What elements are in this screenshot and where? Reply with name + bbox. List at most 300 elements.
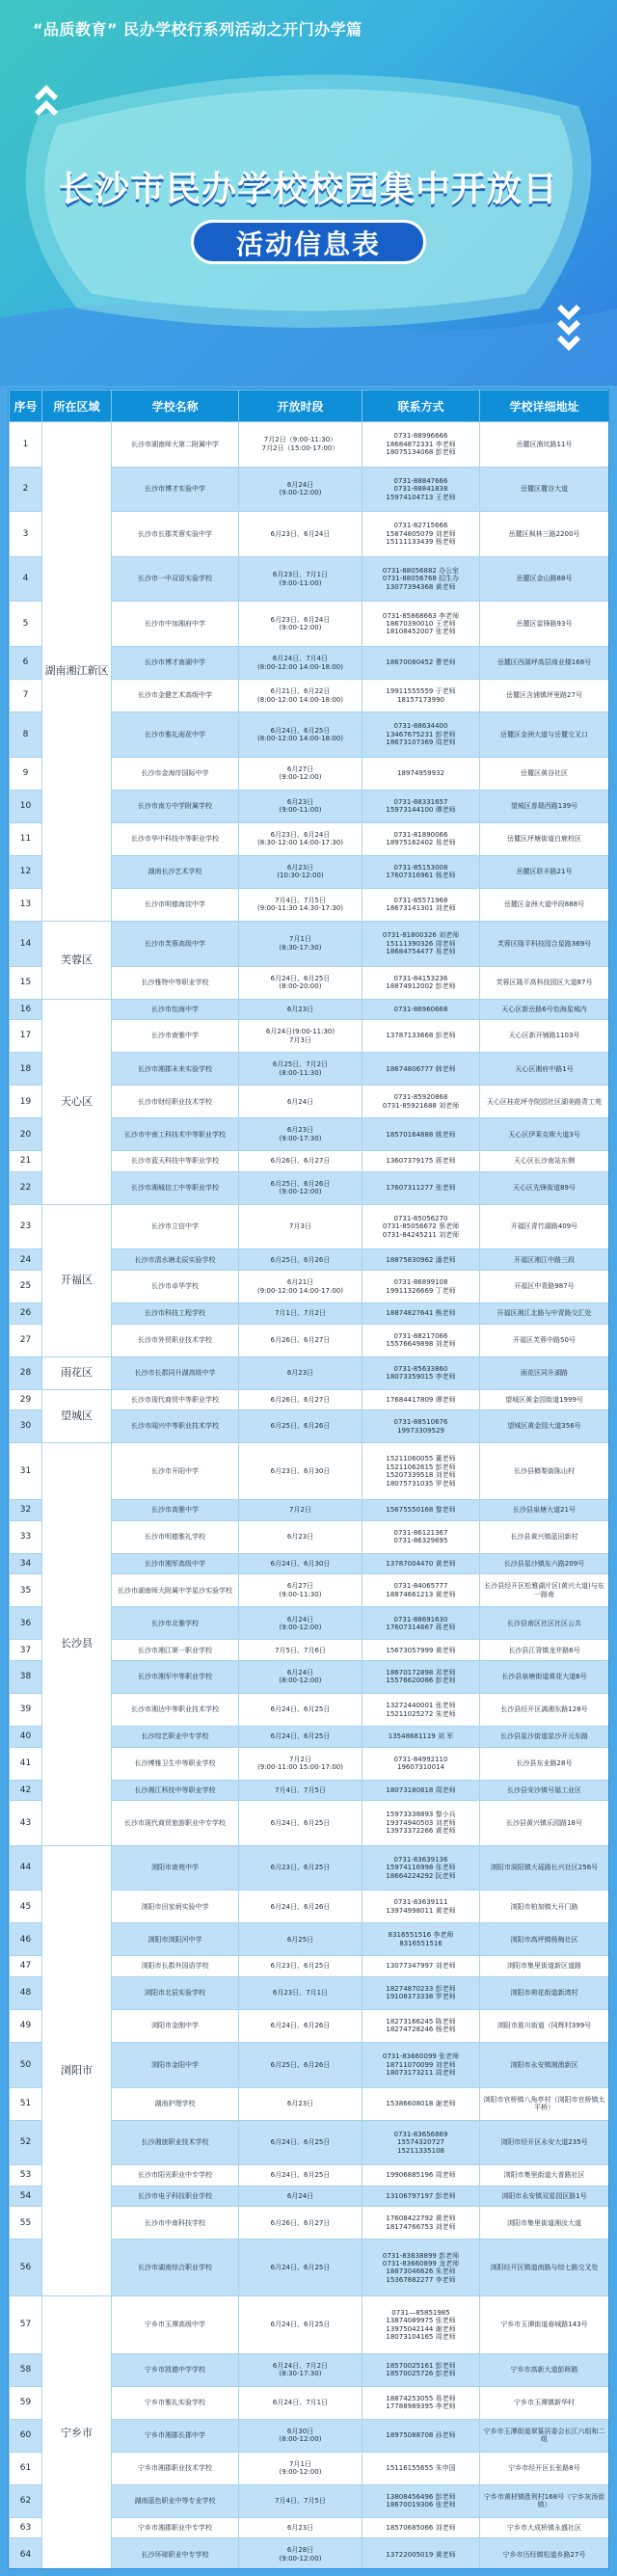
row-index: 62 — [10, 2484, 42, 2517]
row-school-name: 宁乡市雅礼实验学校 — [112, 2386, 239, 2419]
row-contact: 0731-88217066 15576649898 刘老师 — [362, 1324, 480, 1356]
row-school-name: 浏阳市长郡外国语学校 — [112, 1956, 239, 1977]
row-index: 27 — [10, 1324, 42, 1356]
row-school-name: 长沙市中南科技学校 — [112, 2207, 239, 2240]
row-school-name: 长沙市南方中学附属学校 — [112, 790, 239, 822]
row-open-time: 7月1日、7月2日 — [239, 1303, 362, 1325]
row-contact: 0731-88847666 0731-88841838 15974104713 王老师 — [362, 467, 480, 512]
row-school-name: 浏阳市浏阳河中学 — [112, 1923, 239, 1956]
row-school-name: 湖南长沙艺术学校 — [112, 855, 239, 888]
row-index: 36 — [10, 1607, 42, 1640]
row-contact: 0731-84153236 18874912002 彭老师 — [362, 966, 480, 999]
col-header-index: 序号 — [10, 390, 42, 422]
row-index: 46 — [10, 1923, 42, 1956]
row-open-time: 6月24日 — [239, 2186, 362, 2207]
row-open-time: 7月2日 — [239, 1500, 362, 1521]
row-address: 岳麓区金洲大道与岳麓交叉口 — [480, 712, 609, 758]
row-index: 14 — [10, 921, 42, 966]
row-address: 岳麓区雷锋路93号 — [480, 602, 609, 647]
row-school-name: 长沙市明德雅礼学校 — [112, 1520, 239, 1553]
row-contact: 18570164888 姚老师 — [362, 1118, 480, 1151]
row-address: 宁乡市黄材镇胜利村168号（宁乡灰汤街镇） — [480, 2484, 609, 2517]
row-index: 43 — [10, 1801, 42, 1846]
row-school-name: 长沙市明德海淀中学 — [112, 888, 239, 921]
row-index: 1 — [10, 422, 42, 468]
row-contact: 13106797197 彭老师 — [362, 2186, 480, 2207]
row-index: 33 — [10, 1520, 42, 1553]
row-open-time: 6月24日 — [239, 1086, 362, 1118]
row-school-name: 长沙湘旅职业技术学校 — [112, 2120, 239, 2165]
row-contact: 13548681119 刘 军 — [362, 1727, 480, 1748]
row-address: 天心区先锋街道89号 — [480, 1171, 609, 1204]
row-contact: 15386608018 谢老师 — [362, 2087, 480, 2120]
row-open-time: 6月26日、6月27日 — [239, 1151, 362, 1172]
row-school-name: 长沙市湘城信工中等职业学校 — [112, 1171, 239, 1204]
row-index: 3 — [10, 512, 42, 557]
row-address: 开福区青竹湖路409号 — [480, 1204, 609, 1249]
row-open-time: 6月27日 (9:00-11:30) — [239, 1574, 362, 1607]
row-open-time: 6月25日、6月26日 (9:00-12:00) — [239, 1171, 362, 1204]
row-index: 16 — [10, 999, 42, 1020]
row-address: 天心区长沙南站东侧 — [480, 1151, 609, 1172]
row-school-name: 长沙市湘军中等职业学校 — [112, 1660, 239, 1693]
row-school-name: 长沙市怡海中学 — [112, 999, 239, 1020]
row-index: 51 — [10, 2087, 42, 2120]
row-index: 59 — [10, 2386, 42, 2419]
row-open-time: 7月1日 (9:00-12:00) — [239, 2452, 362, 2484]
row-area: 宁乡市 — [42, 2296, 112, 2569]
row-contact: 17607311277 张老师 — [362, 1171, 480, 1204]
row-index: 53 — [10, 2165, 42, 2187]
row-index: 40 — [10, 1727, 42, 1748]
table-row — [10, 999, 609, 1020]
row-school-name: 长沙市清水塘北辰实验学校 — [112, 1249, 239, 1271]
row-address: 望城区黄金园街道1999号 — [480, 1389, 609, 1410]
row-contact: 18975088708 孙老师 — [362, 2419, 480, 2452]
row-address: 开福区湘江中路三段 — [480, 1249, 609, 1271]
row-index: 56 — [10, 2240, 42, 2296]
row-open-time: 6月26日、6月27日 — [239, 2207, 362, 2240]
row-open-time: 7月5日、7月6日 — [239, 1640, 362, 1661]
row-address: 岳麓区麓谷大道 — [480, 467, 609, 512]
row-index: 29 — [10, 1389, 42, 1410]
col-header-contact: 联系方式 — [362, 390, 480, 422]
row-open-time: 6月23日 — [239, 999, 362, 1020]
row-index: 21 — [10, 1151, 42, 1172]
row-index: 2 — [10, 467, 42, 512]
row-address: 浏阳市经开区永安大道235号 — [480, 2120, 609, 2165]
row-open-time: 6月27日 (9:00-12:00) — [239, 757, 362, 790]
row-open-time: 6月24日、6月25日 — [239, 2120, 362, 2165]
row-contact: 0731-85056270 0731-85056672 蔡老师 0731-84245211 刘老师 — [362, 1204, 480, 1249]
row-open-time: 6月24日、6月25日 — [239, 1727, 362, 1748]
row-open-time: 6月25日、6月26日 — [239, 2043, 362, 2088]
row-index: 10 — [10, 790, 42, 822]
row-index: 64 — [10, 2538, 42, 2569]
row-address: 浏阳市淮川街道（同辉村399号 — [480, 2009, 609, 2042]
row-address: 长沙县南区社区社区公共 — [480, 1607, 609, 1640]
row-index: 4 — [10, 556, 42, 602]
row-address: 长沙县泉塘大道21号 — [480, 1500, 609, 1521]
row-contact: 0731-83639136 15974116998 张老师 18664224292 阮老师 — [362, 1845, 480, 1891]
row-school-name: 长沙湘江科技中等职业学校 — [112, 1780, 239, 1801]
row-open-time: 6月24日、6月25日 — [239, 1801, 362, 1846]
row-contact: 0731—85851985 13874089975 张老师 13975042144 谢老师 18073104165 周老师 — [362, 2296, 480, 2353]
row-address: 长沙县经开区漓湘东路128号 — [480, 1694, 609, 1727]
row-address: 浏阳市洞阳镇大瑶路长兴社区256号 — [480, 1845, 609, 1891]
row-address: 岳麓区含浦镇坪里路27号 — [480, 680, 609, 712]
row-address: 浏阳市永安镇双星园区路1号 — [480, 2186, 609, 2207]
row-contact: 0731-86899108 19911326669 丁老师 — [362, 1270, 480, 1302]
table-row — [10, 1389, 609, 1410]
row-address: 岳麓区联丰路21号 — [480, 855, 609, 888]
row-open-time: 6月23日 (9:00-11:00) — [239, 790, 362, 822]
row-school-name: 长沙博雅卫生中等职业学校 — [112, 1747, 239, 1780]
row-address: 望城区黄金园大道356号 — [480, 1410, 609, 1443]
row-index: 19 — [10, 1086, 42, 1118]
row-address: 浏阳市永安镇湘澳新区 — [480, 2043, 609, 2088]
row-school-name: 湖南蓝色职业中等专业学校 — [112, 2484, 239, 2517]
row-school-name: 长沙市湖南综合职业学校 — [112, 2240, 239, 2296]
row-address: 长沙县泉塘街道黄花大道6号 — [480, 1660, 609, 1693]
row-index: 47 — [10, 1956, 42, 1977]
row-address: 长沙县黄兴镇乐园路18号 — [480, 1801, 609, 1846]
row-contact: 8316551516 李老师 8316551516 — [362, 1923, 480, 1956]
page-title: 长沙市民办学校校园集中开放日 — [58, 170, 558, 209]
row-address: 浏阳市荷花街道新湾村 — [480, 1976, 609, 2009]
row-address: 浏阳市官桥镇八角亭村（浏阳市官桥镇太平桥） — [480, 2087, 609, 2120]
row-index: 13 — [10, 888, 42, 921]
row-index: 17 — [10, 1020, 42, 1053]
row-contact: 0731-88510676 19973309529 — [362, 1410, 480, 1443]
row-address: 岳麓区西湖坪高层商业楼168号 — [480, 647, 609, 680]
row-school-name: 长沙市湖南师大第二附属中学 — [112, 422, 239, 468]
row-contact: 0731-83656869 15574320727 15211335108 — [362, 2120, 480, 2165]
row-index: 11 — [10, 822, 42, 855]
row-contact: 17608422792 黄老师 18174766753 刘老师 — [362, 2207, 480, 2240]
row-open-time: 6月21日、6月22日 (8:00-12:00 14:00-18:00) — [239, 680, 362, 712]
row-index: 57 — [10, 2296, 42, 2353]
row-open-time: 6月30日 (8:00-12:00) — [239, 2419, 362, 2452]
row-open-time: 6月23日、6月25日 — [239, 1845, 362, 1891]
row-index: 30 — [10, 1410, 42, 1443]
row-address: 开福区芙蓉中路50号 — [480, 1324, 609, 1356]
row-contact: 18875830962 潘老师 — [362, 1249, 480, 1271]
row-address: 长沙县经开区松雅湖片区(黄兴大道)与东一路南 — [480, 1574, 609, 1607]
row-school-name: 长沙市湘郡未来实验学校 — [112, 1053, 239, 1086]
row-index: 28 — [10, 1356, 42, 1389]
row-index: 54 — [10, 2186, 42, 2207]
row-school-name: 长沙市一中双语实验学校 — [112, 556, 239, 602]
row-contact: 0731-83838899 彭老师 0731-83660899 龙老师 18873046626 朱老师 15367882277 李老师 — [362, 2240, 480, 2296]
row-open-time: 6月24日、7月1日 — [239, 2386, 362, 2419]
table-header-row — [10, 390, 609, 422]
row-address: 浏阳市柏加镇大开门路 — [480, 1891, 609, 1923]
row-address: 天心区伊莱克斯大道3号 — [480, 1118, 609, 1151]
row-school-name: 长沙市湘江第一职业学校 — [112, 1640, 239, 1661]
row-index: 22 — [10, 1171, 42, 1204]
row-contact: 18273166245 陈老师 18274728246 杨老师 — [362, 2009, 480, 2042]
row-index: 44 — [10, 1845, 42, 1891]
row-index: 8 — [10, 712, 42, 758]
row-open-time: 7月2日（9:00-11:30） 7月2日（15:00-17:00） — [239, 422, 362, 468]
row-address: 天心区桂花坪寺院园社区湖美路青工苑 — [480, 1086, 609, 1118]
row-school-name: 长沙市长郡同升湖高级中学 — [112, 1356, 239, 1389]
row-address: 芙蓉区隆平高科技园区大道87号 — [480, 966, 609, 999]
row-contact: 0731-85571968 18673141301 刘老师 — [362, 888, 480, 921]
row-open-time: 6月24日(9:00-11:30) 7月3日 — [239, 1020, 362, 1053]
row-index: 25 — [10, 1270, 42, 1302]
row-index: 58 — [10, 2353, 42, 2386]
row-open-time: 6月24日 (9:00-12:00) — [239, 467, 362, 512]
row-index: 38 — [10, 1660, 42, 1693]
row-contact: 18570025161 彭老师 18570025726 彭老师 — [362, 2353, 480, 2386]
row-index: 35 — [10, 1574, 42, 1607]
row-contact: 19906885196 周老师 — [362, 2165, 480, 2187]
row-address: 岳麓区渔坑路11号 — [480, 422, 609, 468]
row-school-name: 长沙市湘军高级中学 — [112, 1553, 239, 1574]
row-index: 34 — [10, 1553, 42, 1574]
row-open-time: 6月24日、6月25日 (8:00-12:00 14:00-18:00) — [239, 712, 362, 758]
table-row — [10, 1443, 609, 1500]
row-address: 岳麓区坪塘街道白鹿校区 — [480, 822, 609, 855]
table-row — [10, 2296, 609, 2353]
row-school-name: 长沙市财经职业技术学校 — [112, 1086, 239, 1118]
row-address: 宁乡市玉潭街道春城路143号 — [480, 2296, 609, 2353]
row-contact: 15675550168 黎老师 — [362, 1500, 480, 1521]
row-school-name: 长沙市闻兴中等职业技术学校 — [112, 1410, 239, 1443]
row-open-time: 6月25日、6月26日 — [239, 1410, 362, 1443]
row-contact: 13787004470 黄老师 — [362, 1553, 480, 1574]
row-contact: 18274870233 彭老师 19108373338 罗老师 — [362, 1976, 480, 2009]
row-address: 宁乡市玉潭镇新华村 — [480, 2386, 609, 2419]
row-index: 32 — [10, 1500, 42, 1521]
row-open-time: 6月24日 (9:00-12:00) — [239, 1607, 362, 1640]
row-open-time: 6月23日 (10:30-12:00) — [239, 855, 362, 888]
row-index: 41 — [10, 1747, 42, 1780]
row-open-time: 6月23日 — [239, 2517, 362, 2538]
row-open-time: 6月25日、7月2日 (8:00-11:30) — [239, 1053, 362, 1086]
row-open-time: 6月24日、7月4日 (8:00-12:00 14:00-18:00) — [239, 647, 362, 680]
row-index: 55 — [10, 2207, 42, 2240]
col-header-school: 学校名称 — [112, 390, 239, 422]
row-open-time: 6月23日、6月24日 (9:00-12:00) — [239, 602, 362, 647]
row-open-time: 6月23日 — [239, 1356, 362, 1389]
row-contact: 0731-85633860 18073359015 李老师 — [362, 1356, 480, 1389]
header-banner — [0, 0, 617, 386]
row-index: 63 — [10, 2517, 42, 2538]
row-open-time: 6月24日、6月25日 — [239, 2165, 362, 2187]
row-contact: 15211060055 董老师 15211062615 彭老师 15207339518 刘老师 18075731035 罗老师 — [362, 1443, 480, 1500]
row-address: 岳麓区黄谷社区 — [480, 757, 609, 790]
row-open-time: 7月3日 — [239, 1204, 362, 1249]
row-index: 61 — [10, 2452, 42, 2484]
row-school-name: 长沙市蓝天科技中等职业学校 — [112, 1151, 239, 1172]
row-address: 开福区中青路987号 — [480, 1270, 609, 1302]
row-address: 雨花区同升湖路 — [480, 1356, 609, 1389]
row-contact: 13787133668 彭老师 — [362, 1020, 480, 1053]
row-address: 长沙县星沙镇东六路209号 — [480, 1553, 609, 1574]
row-open-time: 7月4日、7月5日 — [239, 1780, 362, 1801]
row-open-time: 6月24日、6月25日 — [239, 2240, 362, 2296]
row-address: 天心区新开铺路1103号 — [480, 1020, 609, 1053]
row-open-time: 6月24日、7月2日 (8:30-17:30) — [239, 2353, 362, 2386]
row-school-name: 长沙市立信中学 — [112, 1204, 239, 1249]
row-index: 26 — [10, 1303, 42, 1325]
row-contact: 0731-88691630 17607314667 蒋老师 — [362, 1607, 480, 1640]
row-open-time: 6月24日、6月26日 — [239, 1891, 362, 1923]
row-contact: 0731-83639111 13974998011 黄老师 — [362, 1891, 480, 1923]
row-school-name: 长沙市开阳中学 — [112, 1443, 239, 1500]
row-index: 12 — [10, 855, 42, 888]
row-school-name: 长沙市金健艺术高级中学 — [112, 680, 239, 712]
row-contact: 17684417809 谭老师 — [362, 1389, 480, 1410]
row-open-time: 6月23日、7月1日 — [239, 1976, 362, 2009]
row-index: 6 — [10, 647, 42, 680]
row-index: 42 — [10, 1780, 42, 1801]
row-open-time: 6月23日、6月25日 — [239, 1956, 362, 1977]
row-open-time: 6月23日 (9:00-17:30) — [239, 1118, 362, 1151]
row-address: 开福区湘江北路与中青路交汇处 — [480, 1303, 609, 1325]
row-address: 岳麓区金洲大道中段888号 — [480, 888, 609, 921]
row-index: 48 — [10, 1976, 42, 2009]
row-index: 45 — [10, 1891, 42, 1923]
row-address: 宁乡市玉潭街道翠篁居委会长江六组和二组 — [480, 2419, 609, 2452]
row-contact: 0731-85153008 17607316961 杨老师 — [362, 855, 480, 888]
row-school-name: 长沙市北雅学校 — [112, 1607, 239, 1640]
row-contact: 13272440001 张老师 15211025272 朱老师 — [362, 1694, 480, 1727]
row-contact: 0731-88056882 办公室 0731-88056768 招生办 13077394368 黄老师 — [362, 556, 480, 602]
row-area: 天心区 — [42, 999, 112, 1204]
row-open-time: 6月23日 — [239, 2087, 362, 2120]
row-school-name: 长沙市雅礼雨花中学 — [112, 712, 239, 758]
row-contact: 0731-81890066 18975162402 易老师 — [362, 822, 480, 855]
row-open-time: 6月21日 (9:00-12:00 14:00-17:00) — [239, 1270, 362, 1302]
row-school-name: 长沙市湖南师大附属中学星沙实验学校 — [112, 1574, 239, 1607]
row-address: 浏阳市高坪镇杨梅社区 — [480, 1923, 609, 1956]
row-open-time: 6月23日、6月24日 (8:30-12:00 14:00-17:30) — [239, 822, 362, 855]
row-contact: 18874253055 易老师 17788989395 李老师 — [362, 2386, 480, 2419]
row-school-name: 长沙市现代商贸旅游职业中专学校 — [112, 1801, 239, 1846]
table-row — [10, 1845, 609, 1891]
row-open-time: 6月25日 — [239, 1923, 362, 1956]
row-school-name: 长沙市湘达中等职业技术学校 — [112, 1694, 239, 1727]
row-open-time: 6月24日、6月25日 — [239, 1694, 362, 1727]
row-school-name: 长沙市中加湘府中学 — [112, 602, 239, 647]
row-address: 长沙县东业路28号 — [480, 1747, 609, 1780]
row-contact: 18073180818 周老师 — [362, 1780, 480, 1801]
row-contact: 18670080452 曹老师 — [362, 647, 480, 680]
row-open-time: 6月23日、7月1日 (9:00-11:00) — [239, 556, 362, 602]
row-index: 52 — [10, 2120, 42, 2165]
row-open-time: 6月28日 (9:00-12:00) — [239, 2538, 362, 2569]
row-school-name: 长沙市南雅中学 — [112, 1020, 239, 1053]
row-open-time: 7月2日 (9:00-11:00 15:00-17:00) — [239, 1747, 362, 1780]
row-index: 5 — [10, 602, 42, 647]
row-contact: 18674806777 韩老师 — [362, 1053, 480, 1086]
row-address: 浏阳市集里街道新区道路 — [480, 1956, 609, 1977]
row-address: 宁乡市高新大道彭晖路 — [480, 2353, 609, 2386]
row-address: 宁乡市经开区长张路8号 — [480, 2452, 609, 2484]
row-contact: 15973338893 黎小兵 19374940503 刘老师 13973372266 黄老师 — [362, 1801, 480, 1846]
table-row — [10, 422, 609, 468]
row-index: 23 — [10, 1204, 42, 1249]
row-contact: 0731-83660099 张老师 18711070099 刘老师 18073173211 周老师 — [362, 2043, 480, 2088]
row-school-name: 宁乡市玉潭高级中学 — [112, 2296, 239, 2353]
row-address: 望城区普瑞西路139号 — [480, 790, 609, 822]
row-area: 湖南湘江新区 — [42, 422, 112, 922]
row-area: 望城区 — [42, 1389, 112, 1443]
row-open-time: 6月24日、6月30日 — [239, 1553, 362, 1574]
row-contact: 0731-85920868 0731-85921688 刘老师 — [362, 1086, 480, 1118]
row-area: 长沙县 — [42, 1443, 112, 1846]
row-contact: 18974959932 — [362, 757, 480, 790]
row-open-time: 6月26日、6月27日 — [239, 1324, 362, 1356]
row-contact: 18874827641 熊老师 — [362, 1303, 480, 1325]
table-row — [10, 1356, 609, 1389]
row-contact: 18570685066 刘老师 — [362, 2517, 480, 2538]
row-contact: 15116155655 朱申国 — [362, 2452, 480, 2484]
row-address: 天心区新岳路6号怡海星城内 — [480, 999, 609, 1020]
row-contact: 15673057999 黄老师 — [362, 1640, 480, 1661]
row-area: 雨花区 — [42, 1356, 112, 1389]
row-school-name: 长沙市芙蓉高级中学 — [112, 921, 239, 966]
row-contact: 0731-88996666 18684872331 李老师 18075134068 彭老师 — [362, 422, 480, 468]
row-school-name: 长沙市外贸职业技术学校 — [112, 1324, 239, 1356]
row-contact: 0731-82715666 15874805079 刘老师 15111133439 杨老师 — [362, 512, 480, 557]
row-open-time: 6月23日、6月30日 — [239, 1443, 362, 1500]
col-header-address: 学校详细地址 — [480, 390, 609, 422]
row-contact: 0731-88634400 13467675231 彭老师 18673107369 周老师 — [362, 712, 480, 758]
row-school-name: 长沙市博才南湖中学 — [112, 647, 239, 680]
row-open-time: 6月24日、6月25日 (8:00-20:00) — [239, 966, 362, 999]
table-body — [10, 422, 609, 2570]
row-address: 长沙县黄兴镇蓝田新村 — [480, 1520, 609, 1553]
row-index: 20 — [10, 1118, 42, 1151]
page-subtitle: 活动信息表 — [191, 220, 426, 264]
row-school-name: 长沙市卓华学校 — [112, 1270, 239, 1302]
row-school-name: 长沙综艺职业中专学校 — [112, 1727, 239, 1748]
row-index: 60 — [10, 2419, 42, 2452]
row-contact: 0731-88331657 15973144100 谭老师 — [362, 790, 480, 822]
row-open-time: 6月26日、6月27日 — [239, 1389, 362, 1410]
row-address: 岳麓区枫林三路2200号 — [480, 512, 609, 557]
row-school-name: 浏阳市金阳中学 — [112, 2043, 239, 2088]
activity-table-container — [8, 389, 609, 2569]
row-open-time: 6月24日、6月26日 — [239, 2009, 362, 2042]
row-open-time: 7月4日、7月5日 (9:00-11:30 14:30-17:30) — [239, 888, 362, 921]
row-address: 浏阳市集里街道湘汝大道 — [480, 2207, 609, 2240]
row-area: 浏阳市 — [42, 1845, 112, 2296]
row-index: 9 — [10, 757, 42, 790]
row-index: 49 — [10, 2009, 42, 2042]
row-index: 37 — [10, 1640, 42, 1661]
row-contact: 0731-84065777 18874661213 黄老师 — [362, 1574, 480, 1607]
row-index: 50 — [10, 2043, 42, 2088]
row-address: 天心区湘府中路1号 — [480, 1053, 609, 1086]
row-open-time: 7月4日、7月5日 — [239, 2484, 362, 2517]
chevron-up-icon — [35, 85, 58, 116]
row-school-name: 宁乡市湘郡职业技术学校 — [112, 2452, 239, 2484]
row-school-name: 宁乡市湘郡职业中专学校 — [112, 2517, 239, 2538]
row-address: 长沙县榔梨街陈山村 — [480, 1443, 609, 1500]
row-school-name: 长沙市现代商贸中等职业学校 — [112, 1389, 239, 1410]
row-contact: 19911555559 于老师 18157173990 — [362, 680, 480, 712]
row-address: 芙蓉区隆平科技园合星路369号 — [480, 921, 609, 966]
row-school-name: 长沙市金海岸国际中学 — [112, 757, 239, 790]
row-address: 宁乡市大成桥镇永盛社区 — [480, 2517, 609, 2538]
activity-table — [9, 389, 609, 2569]
